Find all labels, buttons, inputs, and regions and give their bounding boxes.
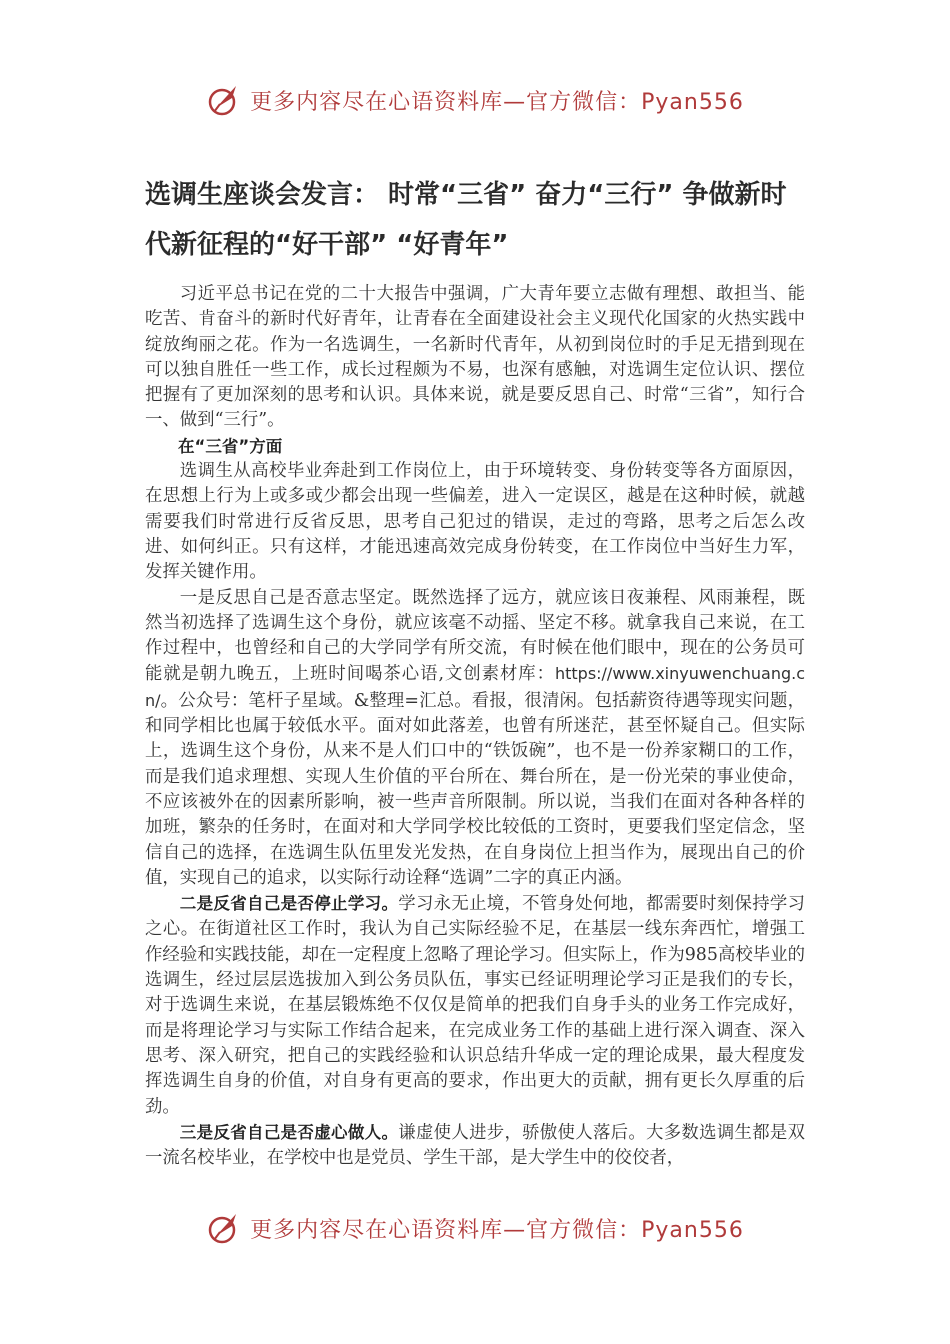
section-heading: 在“三省”方面 bbox=[178, 436, 283, 456]
paragraph-lead: 三是反省自己是否虚心做人。 bbox=[179, 1122, 399, 1142]
paragraph-text: 。公众号：笔杆子星域。&整理=汇总。看报，很清闲。包括薪资待遇等现实问题，和同学相比也属于较低水平。面对如此落差，也曾有所迷茫，甚至怀疑自己。但实际上，选调生这个身份，从来不是人们口中的“铁饭碗”，也不是一份养家糊口的工作，而是我们追求理想、实现人生价值的平台所在、舞台所在，是一份光荣的事业使命，不应该被外在的因素所影响，被一些声音所限制。所以说，当我们在面对各种各样的加班，繁杂的任务时，在面对和大学同学校比较低的工资时，更要我们坚定信念，坚信自己的选择，在选调生队伍里发光发热，在自身岗位上担当作为，展现出自己的价值，实现自己的追求，以实际行动诠释“选调”二字的真正内涵。 bbox=[145, 690, 805, 888]
paragraph-text: 一是反思自己是否意志坚定。既然选择了远方，就应该日夜兼程、风雨兼程，既然当初选择了选调生这个身份，就应该毫不动摇、坚定不移。就拿我自己来说，在工作过程中，也曾经和自己的大学同学有所交流，有时候在他们眼中，现在的公务员可能就是朝九晚五，上班时间喝茶心语,文创素材库： bbox=[145, 587, 805, 685]
paragraph: 选调生从高校毕业奔赴到工作岗位上，由于环境转变、身份转变等各方面原因，在思想上行为上或多或少都会出现一些偏差，进入一定误区，越是在这种时候，就越需要我们时常进行反省反思，思考自己犯过的错误，走过的弯路，思考之后怎么改进、如何纠正。只有这样，才能迅速高效完成身份转变，在工作岗位中当好生力军，发挥关键作用。 bbox=[145, 461, 805, 583]
quill-logo-icon bbox=[206, 1210, 242, 1246]
paragraph bbox=[145, 891, 805, 1120]
footer-banner-text: 更多内容尽在心语资料库—官方微信：Pyan556 bbox=[250, 1217, 744, 1243]
footer-banner bbox=[0, 1210, 950, 1246]
header-banner bbox=[0, 82, 950, 118]
paragraph-lead: 二是反省自己是否停止学习。 bbox=[179, 894, 399, 914]
paragraph-text: 学习永无止境，不管身处何地，都需要时刻保持学习之心。在街道社区工作时，我认为自己实际经验不足，在基层一线东奔西忙，增强工作经验和实践技能，却在一定程度上忽略了理论学习。但实际上，作为985高校毕业的选调生，经过层层选拔加入到公务员队伍，事实已经证明理论学习正是我们的专长，对于选调生来说，在基层锻炼绝不仅仅是简单的把我们自身手头的业务工作完成好，而是将理论学习与实际工作结合起来，在完成业务工作的基础上进行深入调查、深入思考、深入研究，把自己的实践经验和认识总结升华成一定的理论成果，最大程度发挥选调生自身的价值，对自身有更高的要求，作出更大的贡献，拥有更长久厚重的后劲。 bbox=[145, 894, 805, 1117]
paragraph: 习近平总书记在党的二十大报告中强调，广大青年要立志做有理想、敢担当、能吃苦、肯奋斗的新时代好青年，让青春在全面建设社会主义现代化国家的火热实践中绽放绚丽之花。作为一名选调生，一名新时代青年，从初到岗位时的手足无措到现在可以独自胜任一些工作，成长过程颇为不易，也深有感触，对选调生定位认识、摆位把握有了更加深刻的思考和认识。具体来说，就是要反思自己、时常“三省”，知行合一、做到“三行”。 bbox=[145, 284, 805, 431]
page-title: 选调生座谈会发言： 时常“三省” 奋力“三行” 争做新时代新征程的“好干部” “好青年” bbox=[145, 180, 787, 260]
header-banner-text: 更多内容尽在心语资料库—官方微信：Pyan556 bbox=[250, 89, 744, 115]
paragraph-text: 谦虚使人进步，骄傲使人落后。大多数选调生都是双一流名校毕业，在学校中也是党员、学生干部，是大学生中的佼佼者， bbox=[145, 1122, 805, 1169]
website-link[interactable]: https://www.xinyuwenchuang.cn/ bbox=[145, 664, 805, 710]
paragraph bbox=[145, 1120, 805, 1172]
article-body bbox=[145, 282, 805, 1171]
paragraph bbox=[145, 586, 805, 892]
quill-logo-icon bbox=[206, 82, 242, 118]
